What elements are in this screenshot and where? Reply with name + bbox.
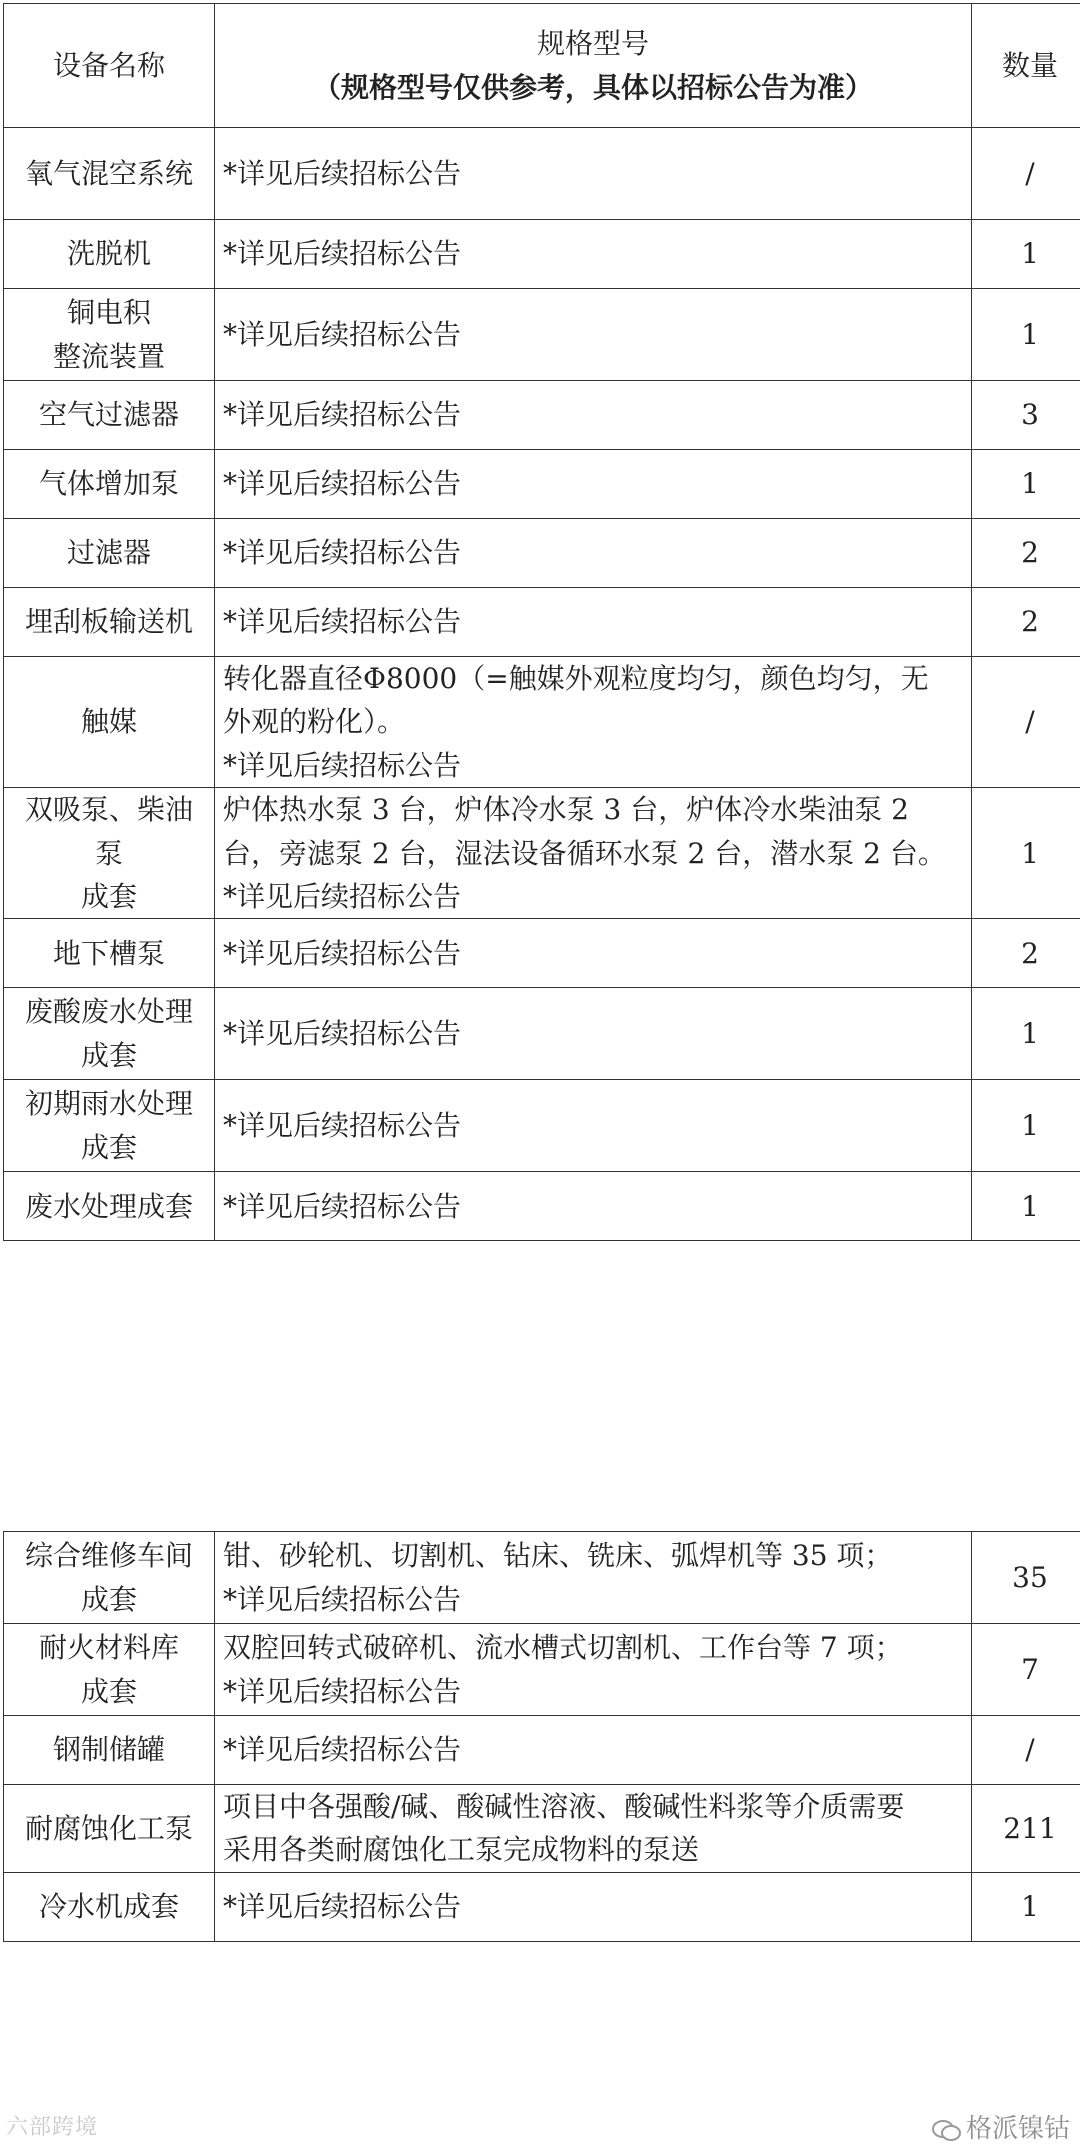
equipment-name-cell (4, 788, 215, 919)
table-row (4, 1872, 1080, 1941)
equipment-name: 埋刮板输送机 (12, 600, 206, 643)
table-row (4, 1716, 1080, 1785)
equipment-name: 成套 (12, 1126, 206, 1169)
spec-text: 外观的粉化）。 (223, 700, 963, 743)
quantity-cell: / (972, 128, 1080, 220)
spec-text: *详见后续招标公告 (223, 462, 963, 505)
brand-name: 格派镍钴 (966, 2114, 1070, 2144)
spec-text: *详见后续招标公告 (223, 152, 963, 195)
table-row (4, 1080, 1080, 1172)
wechat-icon (932, 2119, 962, 2141)
spec-text: 项目中各强酸/碱、酸碱性溶液、酸碱性料浆等介质需要 (223, 1785, 963, 1828)
quantity-cell: 2 (972, 519, 1080, 588)
table-row (4, 1624, 1080, 1716)
equipment-name: 冷水机成套 (12, 1885, 206, 1928)
footer (0, 2108, 1080, 2144)
spec-text: *详见后续招标公告 (223, 393, 963, 436)
spec-cell (215, 588, 972, 657)
equipment-name: 空气过滤器 (12, 393, 206, 436)
table-row (4, 519, 1080, 588)
equipment-name: 触媒 (12, 700, 206, 743)
spec-text: *详见后续招标公告 (223, 1670, 963, 1713)
equipment-table-1 (3, 3, 1080, 1241)
header-spec-title: 规格型号 (223, 22, 963, 65)
spec-cell (215, 519, 972, 588)
quantity-cell: 1 (972, 1872, 1080, 1941)
equipment-name: 洗脱机 (12, 232, 206, 275)
quantity-cell: 1 (972, 289, 1080, 381)
equipment-name-cell (4, 588, 215, 657)
spec-text: *详见后续招标公告 (223, 1578, 963, 1621)
equipment-name: 整流装置 (12, 335, 206, 378)
spec-text: *详见后续招标公告 (223, 531, 963, 574)
equipment-name: 成套 (12, 1670, 206, 1713)
quantity-cell: 7 (972, 1624, 1080, 1716)
spec-cell (215, 988, 972, 1080)
spec-cell (215, 289, 972, 381)
quantity-cell: 211 (972, 1785, 1080, 1873)
table-row (4, 788, 1080, 919)
equipment-name-cell (4, 1785, 215, 1873)
spec-text: *详见后续招标公告 (223, 1885, 963, 1928)
quantity-cell: 1 (972, 788, 1080, 919)
spec-text: 钳、砂轮机、切割机、钻床、铣床、弧焊机等 35 项； (223, 1534, 963, 1577)
quantity-cell: / (972, 657, 1080, 788)
spec-text: *详见后续招标公告 (223, 600, 963, 643)
equipment-name: 双吸泵、柴油泵 (12, 788, 206, 875)
equipment-name-cell (4, 657, 215, 788)
spec-text: *详见后续招标公告 (223, 932, 963, 975)
table-row (4, 289, 1080, 381)
spec-cell (215, 919, 972, 988)
equipment-name: 初期雨水处理 (12, 1082, 206, 1125)
spec-text: *详见后续招标公告 (223, 744, 963, 787)
spec-text: 双腔回转式破碎机、流水槽式切割机、工作台等 7 项； (223, 1626, 963, 1669)
table-row (4, 657, 1080, 788)
spec-cell (215, 788, 972, 919)
table-row (4, 220, 1080, 289)
header-spec-note: （规格型号仅供参考，具体以招标公告为准） (223, 66, 963, 109)
spec-text: 台，旁滤泵 2 台，湿法设备循环水泵 2 台，潜水泵 2 台。 (223, 832, 963, 875)
spec-cell (215, 450, 972, 519)
equipment-name-cell (4, 1532, 215, 1624)
table-row (4, 1785, 1080, 1873)
spec-cell (215, 381, 972, 450)
spec-cell (215, 1080, 972, 1172)
table-row (4, 128, 1080, 220)
table-row (4, 1172, 1080, 1241)
equipment-name: 废酸废水处理 (12, 990, 206, 1033)
quantity-cell: 3 (972, 381, 1080, 450)
equipment-name-cell (4, 1172, 215, 1241)
equipment-name: 成套 (12, 1578, 206, 1621)
header-quantity: 数量 (972, 4, 1080, 128)
equipment-name-cell (4, 919, 215, 988)
spec-text: 炉体热水泵 3 台，炉体冷水泵 3 台，炉体冷水柴油泵 2 (223, 788, 963, 831)
equipment-name-cell (4, 1872, 215, 1941)
equipment-name: 氧气混空系统 (12, 152, 206, 195)
spec-cell (215, 220, 972, 289)
equipment-name-cell (4, 289, 215, 381)
equipment-name: 钢制储罐 (12, 1728, 206, 1771)
quantity-cell: 1 (972, 220, 1080, 289)
table-row (4, 988, 1080, 1080)
equipment-name: 铜电积 (12, 291, 206, 334)
equipment-name: 气体增加泵 (12, 462, 206, 505)
spec-text: *详见后续招标公告 (223, 1012, 963, 1055)
table-row (4, 450, 1080, 519)
equipment-name: 过滤器 (12, 531, 206, 574)
watermark-left: 六部跨境 (6, 2110, 98, 2141)
spec-cell (215, 1172, 972, 1241)
spec-text: *详见后续招标公告 (223, 1104, 963, 1147)
spec-cell (215, 1872, 972, 1941)
spec-text: *详见后续招标公告 (223, 875, 963, 918)
quantity-cell: 2 (972, 919, 1080, 988)
spec-cell (215, 1532, 972, 1624)
quantity-cell: 1 (972, 988, 1080, 1080)
spec-text: 转化器直径Φ8000（=触媒外观粒度均匀，颜色均匀，无 (223, 657, 963, 700)
equipment-name-cell (4, 1716, 215, 1785)
equipment-name-cell (4, 128, 215, 220)
spec-text: *详见后续招标公告 (223, 1728, 963, 1771)
equipment-name: 耐腐蚀化工泵 (12, 1807, 206, 1850)
spec-cell (215, 128, 972, 220)
equipment-name: 成套 (12, 1034, 206, 1077)
equipment-name-cell (4, 519, 215, 588)
spec-cell (215, 1785, 972, 1873)
header-equipment-name: 设备名称 (4, 4, 215, 128)
quantity-cell: 2 (972, 588, 1080, 657)
spec-text: 采用各类耐腐蚀化工泵完成物料的泵送 (223, 1828, 963, 1871)
equipment-name-cell (4, 1624, 215, 1716)
table-row (4, 1532, 1080, 1624)
table-header-row (4, 4, 1080, 128)
quantity-cell: 1 (972, 450, 1080, 519)
table-row (4, 919, 1080, 988)
quantity-cell: / (972, 1716, 1080, 1785)
spec-text: *详见后续招标公告 (223, 313, 963, 356)
quantity-cell: 35 (972, 1532, 1080, 1624)
header-spec (215, 4, 972, 128)
equipment-name-cell (4, 381, 215, 450)
equipment-name: 耐火材料库 (12, 1626, 206, 1669)
brand-watermark (932, 2108, 1070, 2145)
equipment-name: 成套 (12, 875, 206, 918)
table-row (4, 588, 1080, 657)
spec-cell (215, 1624, 972, 1716)
spec-text: *详见后续招标公告 (223, 232, 963, 275)
equipment-name: 废水处理成套 (12, 1185, 206, 1228)
table-row (4, 381, 1080, 450)
equipment-name-cell (4, 220, 215, 289)
equipment-name: 综合维修车间 (12, 1534, 206, 1577)
equipment-name: 地下槽泵 (12, 932, 206, 975)
quantity-cell: 1 (972, 1080, 1080, 1172)
quantity-cell: 1 (972, 1172, 1080, 1241)
equipment-table-2 (3, 1531, 1080, 1942)
spec-text: *详见后续招标公告 (223, 1185, 963, 1228)
equipment-name-cell (4, 450, 215, 519)
equipment-name-cell (4, 988, 215, 1080)
spec-cell (215, 657, 972, 788)
spec-cell (215, 1716, 972, 1785)
equipment-name-cell (4, 1080, 215, 1172)
